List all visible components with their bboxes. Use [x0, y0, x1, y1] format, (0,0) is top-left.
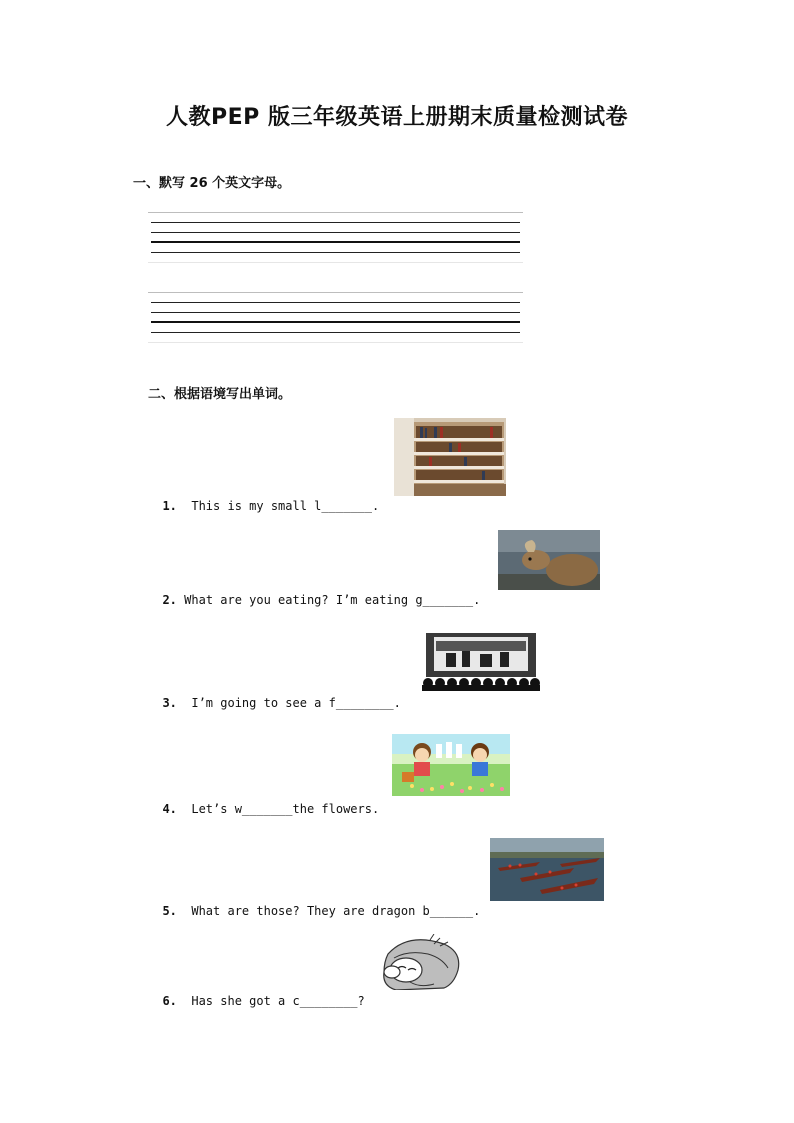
question-text: I’m going to see a f________. [191, 696, 401, 710]
question-text: Has she got a c________? [191, 994, 365, 1008]
question-4 [148, 788, 379, 816]
bookshelf-photo [394, 418, 506, 496]
alphabet-writing-lines-1 [148, 212, 523, 263]
children-watering-flowers-picture [392, 734, 510, 796]
cinema-screen-picture [422, 633, 540, 691]
question-text: What are those? They are dragon b______. [191, 904, 481, 918]
question-number: 3. [162, 696, 177, 710]
question-number: 2. [162, 593, 177, 607]
section-2-heading: 二、根据语境写出单词。 [148, 387, 292, 402]
question-3 [148, 682, 401, 710]
question-2 [148, 579, 480, 607]
section-1-heading: 一、默写 26 个英文字母。 [133, 176, 291, 191]
question-5 [148, 890, 480, 918]
question-number: 5. [162, 904, 177, 918]
question-number: 6. [162, 994, 177, 1008]
question-6 [148, 980, 365, 1008]
question-number: 1. [162, 499, 177, 513]
question-number: 4. [162, 802, 177, 816]
dragon-boats-photo [490, 838, 604, 901]
question-1 [148, 485, 379, 513]
alphabet-writing-lines-2 [148, 292, 523, 343]
page-title: 人教PEP 版三年级英语上册期末质量检测试卷 [166, 105, 628, 130]
question-text: What are you eating? I’m eating g_______. [184, 593, 481, 607]
question-text: This is my small l_______. [191, 499, 380, 513]
girl-with-cold-drawing [370, 934, 466, 990]
goat-photo [498, 530, 600, 590]
question-text: Let’s w_______the flowers. [191, 802, 380, 816]
